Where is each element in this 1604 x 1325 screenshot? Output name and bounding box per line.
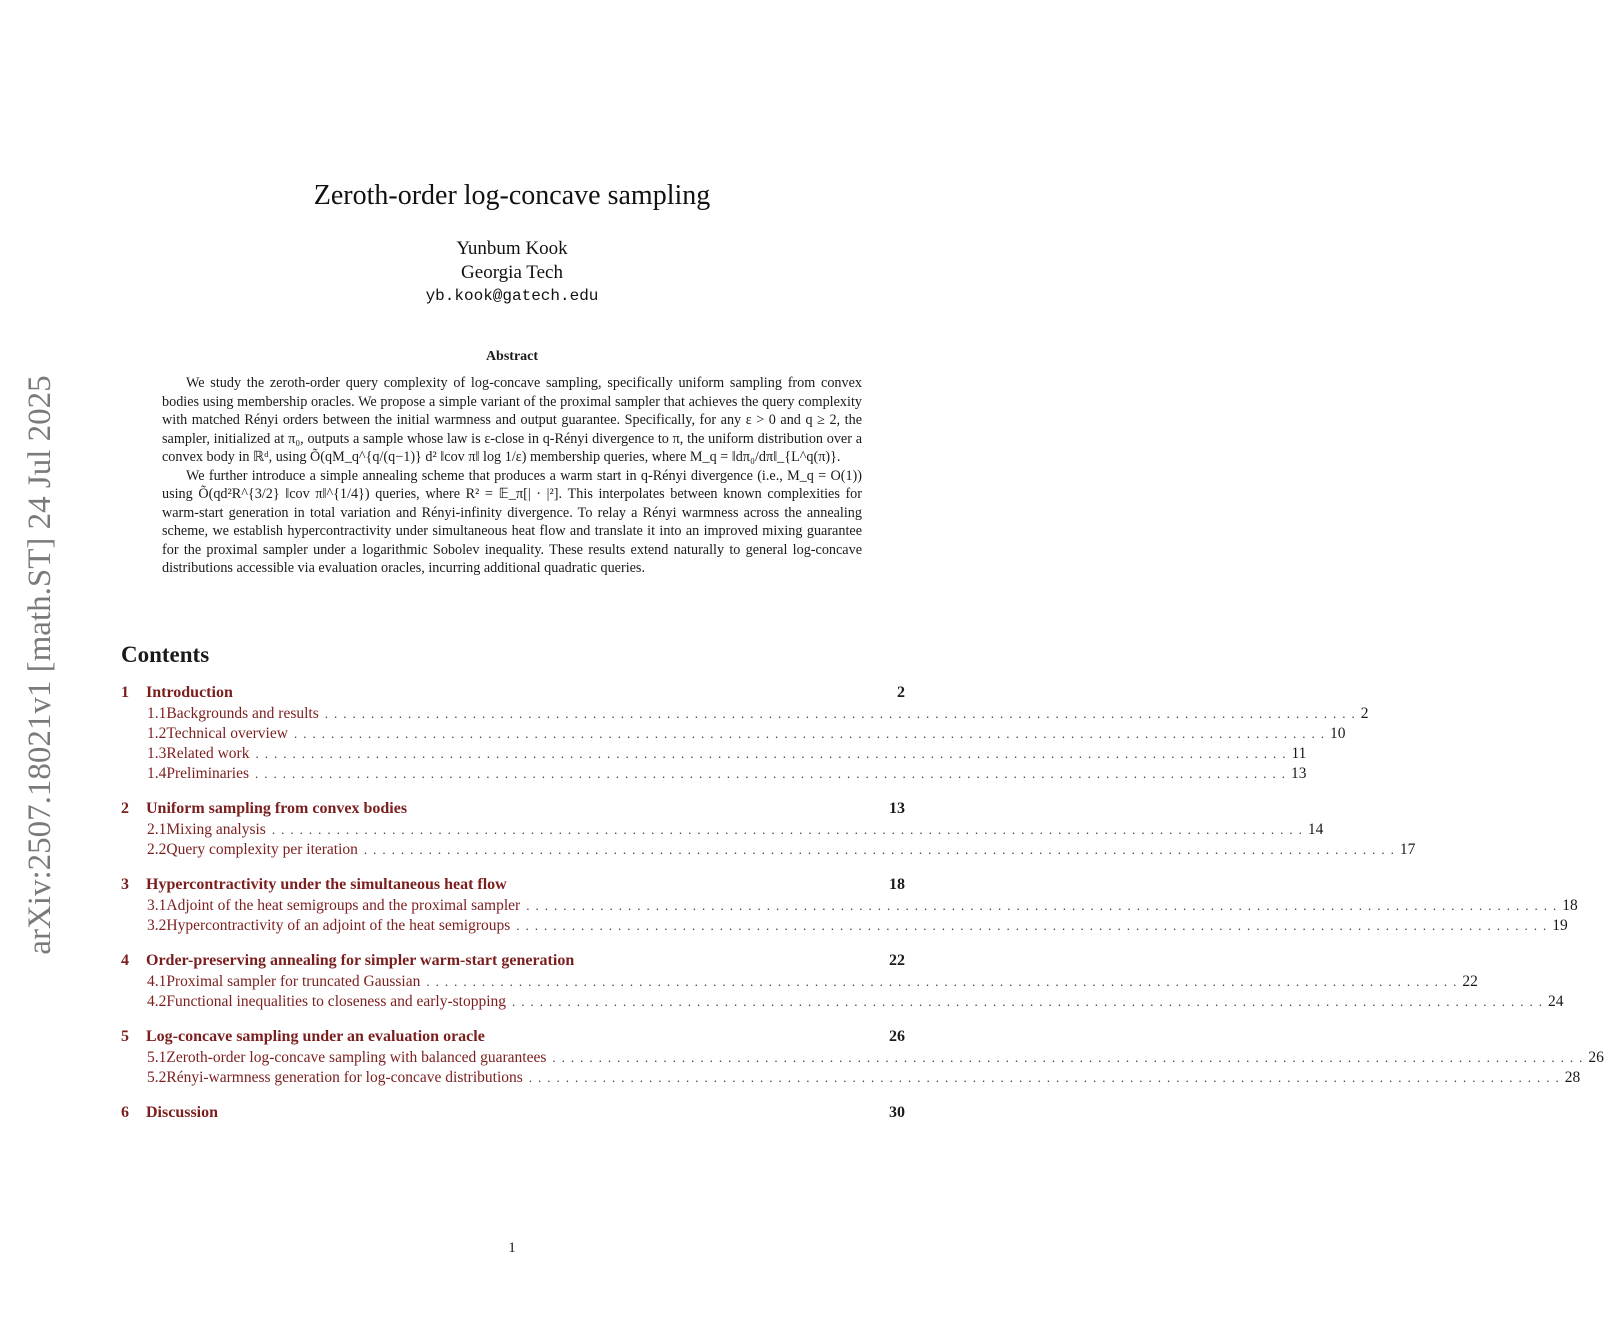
- toc-section-number: 5: [121, 1028, 129, 1045]
- toc-subsection-number: 5.1: [147, 1049, 167, 1066]
- toc-subsection-entry[interactable]: [121, 725, 1346, 745]
- toc-subsection-entry[interactable]: [121, 897, 1578, 917]
- table-of-contents: [121, 684, 1604, 1140]
- toc-subsection-page: 14: [1307, 821, 1324, 838]
- toc-subsection-title[interactable]: Query complexity per iteration: [166, 841, 358, 858]
- toc-subsection-page: 28: [1564, 1069, 1581, 1086]
- toc-subsection-entry[interactable]: [121, 821, 1324, 841]
- toc-subsection-number: 4.2: [147, 993, 167, 1010]
- toc-section-number: 1: [121, 684, 129, 701]
- toc-section-title[interactable]: Hypercontractivity under the simultaneous heat flow: [146, 876, 507, 893]
- toc-section-page: 18: [889, 876, 905, 893]
- toc-section-page: 2: [897, 684, 905, 701]
- toc-subsection-title[interactable]: Functional inequalities to closeness and early-stopping: [166, 993, 507, 1010]
- author-email: yb.kook@gatech.edu: [425, 287, 599, 305]
- toc-subsection-title[interactable]: Related work: [166, 745, 250, 762]
- toc-section-entry[interactable]: [121, 876, 905, 897]
- toc-subsection-number: 1.4: [147, 765, 167, 782]
- toc-subsection-title[interactable]: Preliminaries: [166, 765, 250, 782]
- page-number: 1: [508, 1240, 516, 1256]
- toc-subsection-entry[interactable]: [121, 1049, 1604, 1069]
- toc-leader-dots: ................................................................................................................: [255, 766, 1292, 781]
- toc-section: [121, 952, 1564, 1013]
- toc-section: [121, 1028, 1604, 1089]
- toc-subsection-entry[interactable]: [121, 765, 1307, 785]
- toc-subsection-page: 24: [1548, 993, 1564, 1010]
- toc-subsection-page: 11: [1291, 745, 1307, 762]
- abstract-body: [162, 374, 862, 578]
- toc-subsection-number: 3.1: [147, 897, 167, 914]
- toc-subsection-entry[interactable]: [121, 973, 1478, 993]
- toc-section-title[interactable]: Order-preserving annealing for simpler warm-start generation: [146, 952, 575, 969]
- arxiv-identifier: arXiv:2507.18021v1 [math.ST] 24 Jul 2025: [22, 375, 58, 955]
- toc-subsection-page: 22: [1462, 973, 1478, 990]
- toc-subsection-entry[interactable]: [121, 1069, 1581, 1089]
- abstract-heading: Abstract: [485, 349, 539, 364]
- toc-subsection-title[interactable]: Hypercontractivity of an adjoint of the heat semigroups: [166, 917, 511, 934]
- toc-subsection-number: 1.3: [147, 745, 167, 762]
- author-name: Yunbum Kook: [456, 238, 568, 259]
- toc-subsection-title[interactable]: Rényi-warmness generation for log-concave distributions: [166, 1069, 523, 1086]
- toc-subsection-number: 5.2: [147, 1069, 167, 1086]
- toc-leader-dots: ................................................................................................................: [516, 918, 1553, 933]
- toc-subsection-number: 3.2: [147, 917, 167, 934]
- toc-section-entry[interactable]: [121, 952, 905, 973]
- toc-subsection-number: 1.1: [147, 705, 167, 722]
- toc-subsection-entry[interactable]: [121, 745, 1307, 765]
- toc-subsection-page: 2: [1360, 705, 1369, 722]
- toc-subsection-page: 18: [1562, 897, 1578, 914]
- contents-heading: Contents: [121, 642, 210, 667]
- toc-section: [121, 684, 1369, 785]
- toc-leader-dots: ................................................................................................................: [324, 706, 1361, 721]
- toc-section: [121, 1104, 905, 1125]
- toc-section-entry[interactable]: [121, 800, 905, 821]
- toc-subsection-entry[interactable]: [121, 705, 1369, 725]
- toc-section-title[interactable]: Introduction: [146, 684, 233, 701]
- toc-section-number: 4: [121, 952, 129, 969]
- toc-section-page: 22: [889, 952, 905, 969]
- toc-section: [121, 800, 1416, 861]
- toc-subsection-number: 1.2: [147, 725, 167, 742]
- toc-subsection-page: 17: [1399, 841, 1416, 858]
- toc-subsection-title[interactable]: Mixing analysis: [166, 821, 266, 838]
- toc-subsection-page: 26: [1588, 1049, 1604, 1066]
- toc-leader-dots: ................................................................................................................: [255, 746, 1292, 761]
- abstract-paragraph-2: We further introduce a simple annealing scheme that produces a warm start in q-Rényi divergence (i.e., M_q = O(1)) using Õ(qd²R^{3/2} ‖cov π‖^{1/4}) queries, where R² = 𝔼_π[| · |²]. This interpolates between known complexities for warm-start generation in total variation and Rényi-infinity divergence. To relay a Rényi warmness across the annealing scheme, we establish hypercontractivity under simultaneous heat flow and translate it into an improved mixing guarantee for the proximal sampler under a logarithmic Sobolev inequality. These results extend naturally to general log-concave distributions accessible via evaluation oracles, incurring additional quadratic queries.: [162, 467, 862, 576]
- toc-subsection-title[interactable]: Proximal sampler for truncated Gaussian: [166, 973, 421, 990]
- toc-section-title[interactable]: Uniform sampling from convex bodies: [146, 800, 408, 817]
- toc-subsection-entry[interactable]: [121, 917, 1568, 937]
- arxiv-sidebar: [10, 360, 70, 970]
- toc-subsection-page: 13: [1291, 765, 1307, 782]
- toc-leader-dots: ................................................................................................................: [271, 822, 1308, 837]
- toc-subsection-page: 10: [1329, 725, 1346, 742]
- toc-section-title[interactable]: Discussion: [146, 1104, 219, 1121]
- toc-section-entry[interactable]: [121, 1104, 905, 1125]
- toc-subsection-page: 19: [1552, 917, 1568, 934]
- toc-leader-dots: ................................................................................................................: [528, 1070, 1565, 1085]
- toc-section-number: 2: [121, 800, 129, 817]
- toc-subsection-entry[interactable]: [121, 841, 1416, 861]
- toc-subsection-title[interactable]: Technical overview: [166, 725, 288, 742]
- toc-section-entry[interactable]: [121, 1028, 905, 1049]
- toc-subsection-number: 2.1: [147, 821, 167, 838]
- toc-section-entry[interactable]: [121, 684, 905, 705]
- toc-section-page: 26: [889, 1028, 905, 1045]
- toc-section-number: 3: [121, 876, 129, 893]
- toc-subsection-title[interactable]: Zeroth-order log-concave sampling with balanced guarantees: [166, 1049, 547, 1066]
- toc-leader-dots: ................................................................................................................: [526, 898, 1563, 913]
- toc-subsection-number: 2.2: [147, 841, 167, 858]
- toc-subsection-title[interactable]: Adjoint of the heat semigroups and the proximal sampler: [166, 897, 521, 914]
- toc-leader-dots: ................................................................................................................: [293, 726, 1330, 741]
- toc-leader-dots: ................................................................................................................: [426, 974, 1463, 989]
- toc-subsection-title[interactable]: Backgrounds and results: [166, 705, 319, 722]
- toc-section: [121, 876, 1578, 937]
- toc-section-number: 6: [121, 1104, 129, 1121]
- abstract-paragraph-1: We study the zeroth-order query complexity of log-concave sampling, specifically uniform sampling from convex bodies using membership oracles. We propose a simple variant of the proximal sampler that achieves the query complexity with matched Rényi orders between the initial warmness and output guarantee. Specifically, for any ε > 0 and q ≥ 2, the sampler, initialized at π₀, outputs a sample whose law is ε-close in q-Rényi divergence to π, the uniform distribution over a convex body in ℝᵈ, using Õ(qM_q^{q/(q−1)} d² ‖cov π‖ log 1/ε) membership queries, where M_q = ‖dπ₀/dπ‖_{L^q(π)}.: [162, 375, 862, 465]
- author-affiliation: Georgia Tech: [461, 262, 563, 283]
- toc-leader-dots: ................................................................................................................: [512, 994, 1549, 1009]
- toc-leader-dots: ................................................................................................................: [552, 1050, 1589, 1065]
- toc-leader-dots: ................................................................................................................: [363, 842, 1400, 857]
- toc-subsection-number: 4.1: [147, 973, 167, 990]
- toc-subsection-entry[interactable]: [121, 993, 1564, 1013]
- paper-title: Zeroth-order log-concave sampling: [313, 180, 711, 211]
- toc-section-title[interactable]: Log-concave sampling under an evaluation oracle: [146, 1028, 485, 1045]
- toc-section-page: 30: [889, 1104, 905, 1121]
- toc-section-page: 13: [889, 800, 905, 817]
